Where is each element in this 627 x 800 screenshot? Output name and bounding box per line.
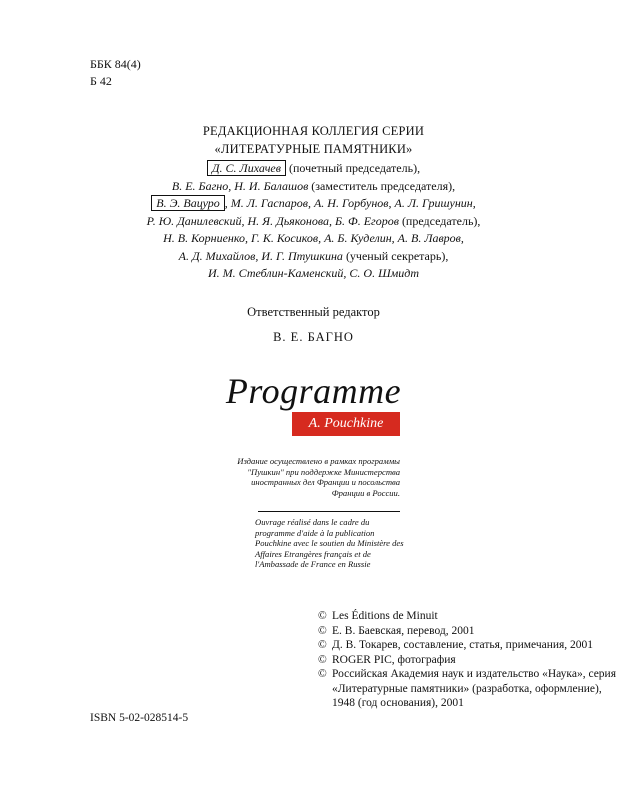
copyright-icon: © xyxy=(318,668,327,680)
author-mark: Б 42 xyxy=(90,74,112,88)
editorial-board-members xyxy=(0,160,627,283)
copyright-block xyxy=(318,609,618,711)
pouchkine-logo-band xyxy=(292,412,400,436)
bbk-block xyxy=(90,56,141,90)
bbk-code: ББК 84(4) xyxy=(90,57,141,71)
copyright-text: Д. В. Токарев, составление, статья, примечания, 2001 xyxy=(332,639,594,651)
member-role: (заместитель председателя), xyxy=(308,178,456,193)
copyright-icon: © xyxy=(318,624,327,637)
member-names: Р. Ю. Данилевский, Н. Я. Дьяконова, Б. Ф. Егоров xyxy=(146,213,399,228)
member-line xyxy=(0,195,627,213)
responsible-editor-label: Ответственный редактор xyxy=(247,305,380,319)
programme-logo-word: Programme xyxy=(225,371,402,411)
member-role: (ученый секретарь), xyxy=(342,248,449,263)
member-names: Н. В. Корниенко, Г. К. Косиков, А. Б. Куделин, А. В. Лавров, xyxy=(163,231,464,245)
board-title-line1: РЕДАКЦИОННАЯ КОЛЛЕГИЯ СЕРИИ xyxy=(202,124,425,138)
member-line xyxy=(0,265,627,283)
copyright-line xyxy=(318,667,618,711)
member-line xyxy=(0,178,627,196)
copyright-line xyxy=(318,624,618,639)
board-title-line2: «ЛИТЕРАТУРНЫЕ ПАМЯТНИКИ» xyxy=(214,142,413,156)
editorial-board-title xyxy=(0,122,627,158)
member-line xyxy=(0,230,627,248)
copyright-line xyxy=(318,609,618,624)
programme-note-french: Ouvrage réalisé dans le cadre du programme d'aide à la publication Pouchkine avec le soutien du Ministère des Affaires Etrangères français et de l'Ambassade de France en Russie xyxy=(255,517,404,569)
pouchkine-signature: A. Pouchkine xyxy=(308,416,384,431)
member-names: В. Е. Багно, Н. И. Балашов xyxy=(171,178,309,193)
programme-note-russian: Издание осуществлено в рамках программы "Пушкин" при поддержке Министерства иностранных дел Франции и посольства Франции в России. xyxy=(237,456,400,498)
responsible-editor-name: В. Е. БАГНО xyxy=(273,330,354,344)
member-line xyxy=(0,213,627,231)
copyright-icon: © xyxy=(318,610,327,622)
boxed-name: В. Э. Вацуро xyxy=(151,195,225,211)
copyright-text: ROGER PIC, фотография xyxy=(332,653,456,666)
copyright-text: Les Éditions de Minuit xyxy=(332,610,438,622)
member-names: И. М. Стеблин-Каменский, С. О. Шмидт xyxy=(207,266,419,280)
copyright-line xyxy=(318,653,618,668)
copyright-text: Е. В. Баевская, перевод, 2001 xyxy=(332,624,475,637)
copyright-line xyxy=(318,638,618,653)
member-names: , М. Л. Гаспаров, А. Н. Горбунов, А. Л. Гришунин, xyxy=(224,196,476,210)
isbn: ISBN 5-02-028514-5 xyxy=(90,712,189,724)
copyright-icon: © xyxy=(318,639,327,651)
member-line xyxy=(0,248,627,266)
copyright-text: Российская Академия наук и издательство «Наука», серия «Литературные памятники» (разработка, оформление), 1948 (год основания), 2001 xyxy=(332,668,616,709)
boxed-name: Д. С. Лихачев xyxy=(207,160,286,176)
copyright-icon: © xyxy=(318,653,327,666)
member-line xyxy=(0,160,627,178)
programme-divider xyxy=(258,511,400,512)
member-names: А. Д. Михайлов, И. Г. Птушкина xyxy=(178,248,343,263)
member-role: (почетный председатель), xyxy=(285,161,421,175)
member-role: (председатель), xyxy=(398,213,481,228)
